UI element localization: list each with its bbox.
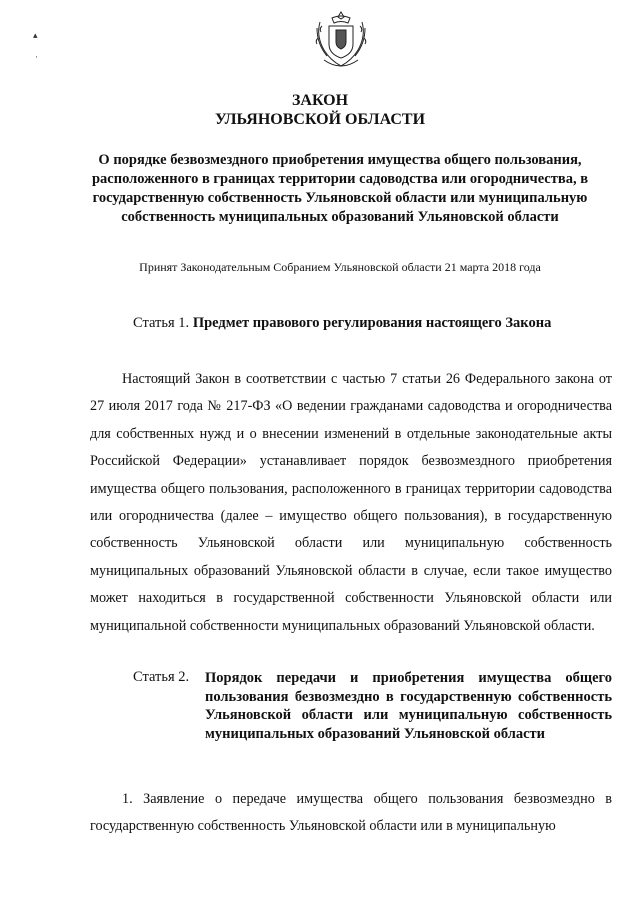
margin-mark: · [35,52,38,62]
law-label: ЗАКОН [291,92,349,109]
article-1-heading [133,315,551,332]
law-title: О порядке безвозмездного приобретения имущества общего пользования, расположенного в границах территории садоводства или огородничества, в государственную собственность Ульяновской области или муниципальную собственность муниципальных образований Ульяновской области [91,152,589,225]
article-2-label: Статья 2. [133,669,190,685]
law-heading [0,91,640,129]
region-label: УЛЬЯНОВСКОЙ ОБЛАСТИ [214,111,426,128]
article-2-title: Порядок передачи и приобретения имущества общего пользования безвозмездно в государственную собственность Ульяновской области или муниципальную собственность муниципальных образований Ульяновской области [205,670,612,742]
article-1-title: Предмет правового регулирования настоящего Закона [192,315,552,331]
margin-mark: ▴ [33,30,38,40]
article-1-label: Статья 1. [133,315,190,331]
article-1-text: Настоящий Закон в соответствии с частью 7 статьи 26 Федерального закона от 27 июля 2017 года № 217-ФЗ «О ведении гражданами садоводства и огородничества для собственных нужд и о внесении изменений в отдельные законодательные акты Российской Федерации» устанавливает порядок безвозмездного приобретения имущества общего пользования, расположенного в границах территории садоводства или огородничества (далее – имущество общего пользования), в государственную собственность Ульяновской области или муниципальную собственность муниципальных образований Ульяновской области в случае, если такое имущество может находиться в государственной собственности Ульяновской области или муниципальной собственности муниципальных образований Ульяновской области. [90,371,612,634]
coat-of-arms-emblem [312,8,370,72]
article-2-paragraph-1: 1. Заявление о передаче имущества общего пользования безвозмездно в государственную собственность Ульяновской области или в муниципальную [90,791,612,835]
adoption-note: Принят Законодательным Собранием Ульяновской области 21 марта 2018 года [139,260,541,274]
